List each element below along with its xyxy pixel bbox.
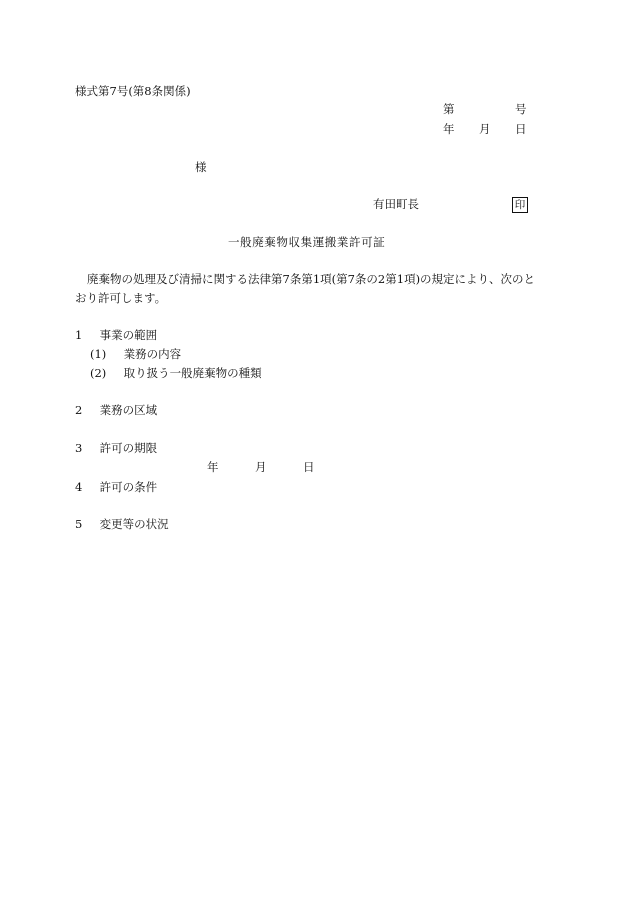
form-number: 様式第7号(第8条関係) [75, 84, 191, 98]
item-4-label: 許可の条件 [99, 480, 158, 494]
expiry-date-month: 月 [255, 460, 267, 474]
seal-mark [512, 197, 528, 213]
body-line-1: 廃棄物の処理及び清掃に関する法律第7条第1項(第7条の2第1項)の規定により、次のと [87, 272, 536, 286]
item-3-label: 許可の期限 [99, 441, 158, 455]
item-5 [75, 519, 169, 531]
body-paragraph [75, 270, 555, 308]
issue-date-month: 月 [479, 122, 491, 136]
seal-icon: 印 [512, 197, 528, 213]
item-3-number: 3 [75, 441, 83, 455]
item-1 [75, 330, 157, 342]
item-1-sub-1 [90, 349, 181, 361]
issue-date-year: 年 [443, 122, 455, 136]
item-1-label: 事業の範囲 [99, 328, 158, 342]
issue-date-day: 日 [515, 122, 527, 136]
number-suffix: 号 [515, 102, 527, 116]
issuer-name: 有田町長 [373, 197, 419, 211]
document-title: 一般廃棄物収集運搬業許可証 [228, 235, 386, 249]
item-5-label: 変更等の状況 [99, 517, 169, 531]
addressee-suffix: 様 [195, 160, 207, 174]
item-3 [75, 443, 157, 455]
item-1-sub-1-label: 業務の内容 [123, 347, 182, 361]
item-1-sub-1-number: (1) [90, 347, 107, 361]
item-2 [75, 405, 157, 417]
item-2-label: 業務の区域 [99, 403, 158, 417]
item-2-number: 2 [75, 403, 83, 417]
item-1-number: 1 [75, 328, 83, 342]
item-4 [75, 482, 157, 494]
item-1-sub-2-number: (2) [90, 366, 107, 380]
expiry-date-year: 年 [207, 460, 219, 474]
item-4-number: 4 [75, 480, 83, 494]
body-line-2: おり許可します。 [75, 291, 167, 305]
expiry-date-day: 日 [303, 460, 315, 474]
item-1-sub-2 [90, 368, 262, 380]
item-5-number: 5 [75, 517, 83, 531]
item-1-sub-2-label: 取り扱う一般廃棄物の種類 [123, 366, 262, 380]
number-prefix: 第 [443, 102, 455, 116]
